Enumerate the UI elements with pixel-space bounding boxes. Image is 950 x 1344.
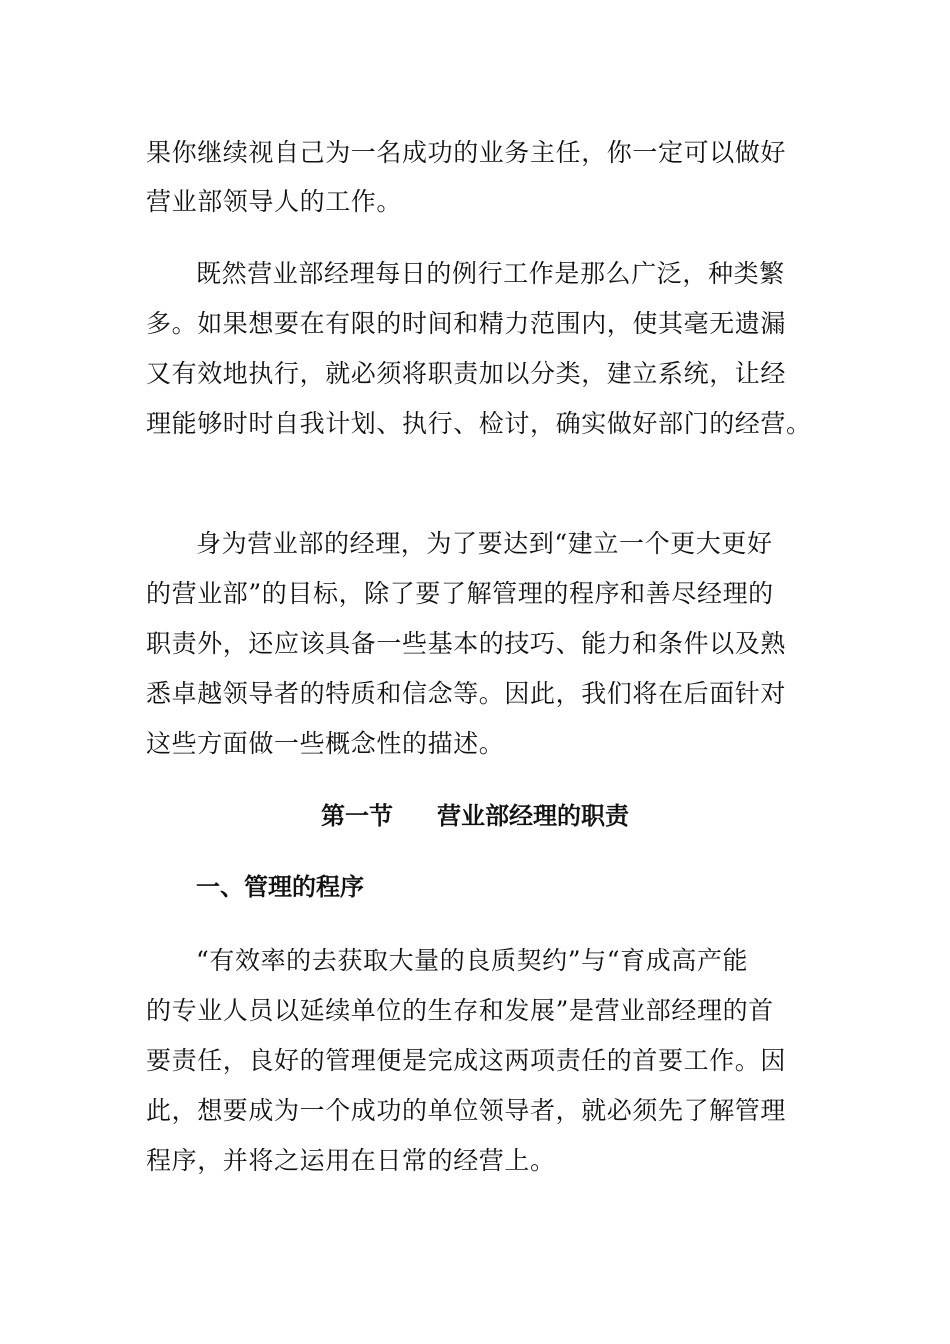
paragraph-line: 又有效地执行，就必须将职责加以分类，建立系统，让经 — [146, 359, 787, 388]
paragraph-line: 既然营业部经理每日的例行工作是那么广泛，种类繁 — [196, 259, 785, 288]
paragraph-line: 的营业部”的目标，除了要了解管理的程序和善尽经理的 — [146, 579, 774, 608]
paragraph-line: 要责任，良好的管理便是完成这两项责任的首要工作。因 — [146, 1046, 787, 1075]
paragraph-line: 果你继续视自己为一名成功的业务主任，你一定可以做好 — [146, 138, 787, 167]
paragraph-line: 多。如果想要在有限的时间和精力范围内，使其毫无遗漏 — [146, 309, 787, 338]
paragraph-line: 理能够时时自我计划、执行、检讨，确实做好部门的经营。 — [146, 409, 812, 438]
section-title-text: 营业部经理的职责 — [437, 802, 629, 830]
section-number: 第一节 — [321, 802, 393, 830]
section-title — [0, 791, 950, 841]
paragraph-line: 身为营业部的经理，为了要达到“建立一个更大更好 — [196, 529, 773, 558]
paragraph-line: 此，想要成为一个成功的单位领导者，就必须先了解管理 — [146, 1096, 787, 1125]
paragraph-line: 程序，并将之运用在日常的经营上。 — [146, 1146, 556, 1175]
paragraph-line: 营业部领导人的工作。 — [146, 187, 403, 216]
paragraph-line: “有效率的去获取大量的良质契约”与“育成高产能 — [196, 946, 749, 975]
subheading: 一、管理的程序 — [196, 873, 364, 901]
paragraph-line: 的专业人员以延续单位的生存和发展”是营业部经理的首 — [146, 996, 774, 1025]
paragraph-line: 这些方面做一些概念性的描述。 — [146, 729, 505, 758]
paragraph-line: 悉卓越领导者的特质和信念等。因此，我们将在后面针对 — [146, 679, 787, 708]
paragraph-line: 职责外，还应该具备一些基本的技巧、能力和条件以及熟 — [146, 629, 787, 658]
